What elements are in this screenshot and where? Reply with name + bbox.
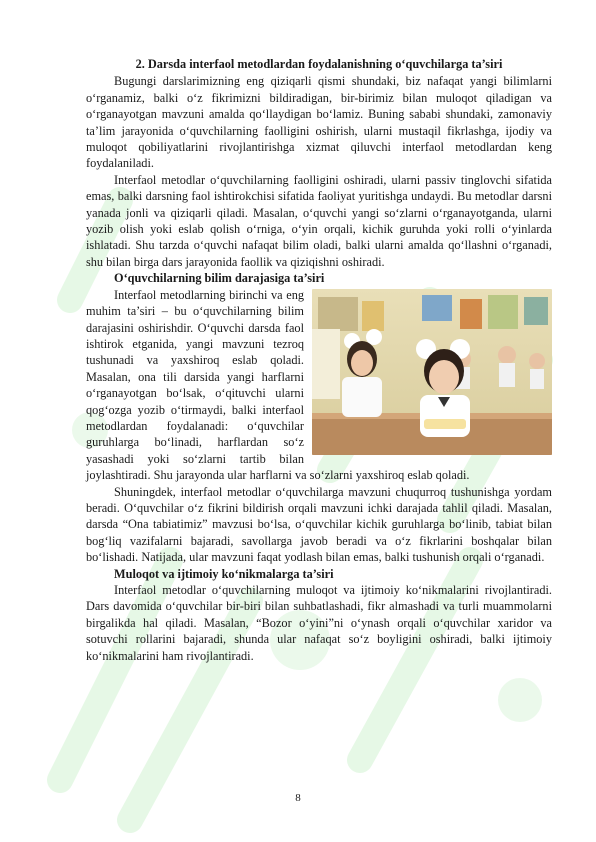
- paragraph: Interfaol metodlar o‘quvchilarning faolligini oshiradi, ularni passiv tinglovchi sifatida emas, balki darsning faol ishtirokchisi sifatida faoliyat yuritishga undaydi. Bu metodlar darsni yanada jonli va qiziqarli qiladi. Masalan, o‘quvchi yangi so‘zlarni o‘rganayotganda, ularni yozib olish yoki eslab qolish o‘rniga, o‘yin orqali, kichik guruhda yoki rolli o‘yinlarda ishlatadi. Shu tarzda o‘quvchi nafaqat bilim oladi, balki ularni amalda qo‘llashni o‘rganadi, shu bilan birga dars jarayonida faollik va qiziqishni oshiradi.: [86, 172, 552, 269]
- classroom-photo-graphic: [312, 289, 552, 455]
- classroom-photo-icon: [312, 289, 552, 455]
- section-heading: Muloqot va ijtimoiy ko‘nikmalarga ta’siri: [114, 566, 334, 581]
- paragraph: Interfaol metodlar o‘quvchilarning muloqot va ijtimoiy ko‘nikmalarini rivojlantiradi. Dars davomida o‘quvchilar bir-biri bilan suhbatlashadi, fikr almashadi va turli muammolarni birgalikda hal qiladi. Masalan, “Bozor o‘yini”ni o‘ynash orqali o‘quvchilar xaridor va sotuvchi rollarini bajaradi, shunda ular nafaqat so‘z boyligini oshiradi, balki ijtimoiy ko‘nikmalarini ham rivojlantiradi.: [86, 583, 552, 663]
- paragraph: Bugungi darslarimizning eng qiziqarli qismi shundaki, biz nafaqat yangi bilimlarni o‘rganamiz, balki o‘z fikrimizni bildiradigan, bir-birimiz bilan muloqot qiladigan va o‘rganayotgan mavzuni amalda qo‘llaydigan bo‘lamiz. Buning sababi shundaki, zamonaviy ta’lim jarayonida o‘quvchilarning faolligini oshirish, ularni mustaqil fikrlashga, ijodiy va muloqot qobiliyatlarini rivojlantirishga xizmat qiluvchi interfaol metodlardan keng foydalaniladi.: [86, 74, 552, 171]
- paragraph: Interfaol metodlarning birinchi va eng muhim ta’siri – bu o‘quvchilarning bilim darajasini oshirishdir. O‘quvchi darsda faol ishtirok etganida, yangi mavzuni tezroq tushunadi va yaxshiroq eslab qoladi. Masalan, ona tili darsida yangi harflarni o‘rganayotgan bo‘lsak, o‘qituvchi ularni qog‘ozga yozib o‘tirmaydi, balki interfaol metodlardan foydalanadi: o‘quvchilar guruhlarga bo‘linadi, harflardan so‘z yasashadi yoki so‘zlarni tartib bilan joylashtiradi. Shu jarayonda ular harflarni va so‘zlarni yaxshiroq eslab qoladi.: [86, 287, 470, 483]
- section-heading: O‘quvchilarning bilim darajasiga ta’siri: [114, 271, 325, 286]
- document-title: 2. Darsda interfaol metodlardan foydalanishning o‘quvchilarga ta’siri: [135, 57, 503, 71]
- document-body: [86, 56, 552, 664]
- paragraph: Shuningdek, interfaol metodlar o‘quvchilarga mavzuni chuqurroq tushunishga yordam beradi. O‘quvchilar o‘z fikrini bildirish orqali mavzuni ichki darajada tahlil qiladi. Masalan, darsda “Ona tabiatimiz” mavzusi bo‘lsa, o‘quvchilar kichik guruhlarga bo‘linib, tabiat bilan bog‘liq vazifalarni bajaradi, savollarga javob beradi va o‘z fikrlarini boshqalar bilan bo‘lishadi. Natijada, ular mavzuni faqat yodlash bilan emas, balki tushunish orqali o‘rganadi.: [86, 484, 552, 565]
- page-number: 8: [295, 792, 301, 804]
